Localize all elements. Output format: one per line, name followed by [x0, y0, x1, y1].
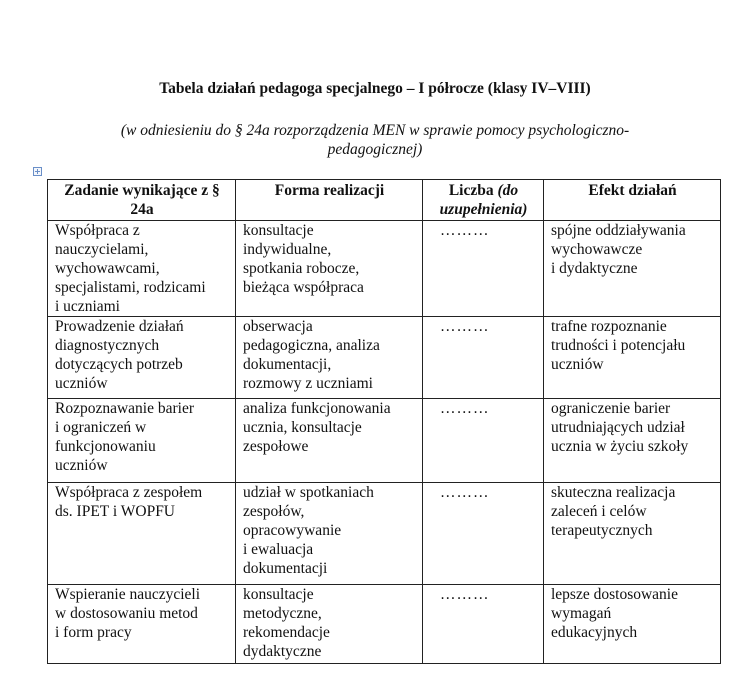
cell-efekt[interactable]: spójne oddziaływania wychowawcze i dydaktyczne [544, 221, 721, 317]
cell-liczba[interactable] [423, 483, 544, 585]
cell-zadanie[interactable]: Współpraca z zespołem ds. IPET i WOPFU [48, 483, 236, 585]
header-liczba [423, 180, 544, 221]
cell-efekt[interactable]: trafne rozpoznanie trudności i potencjału uczniów [544, 317, 721, 399]
cell-efekt[interactable]: lepsze dostosowanie wymagań edukacyjnych [544, 585, 721, 664]
cell-zadanie[interactable]: Prowadzenie działań diagnostycznych dotyczących potrzeb uczniów [48, 317, 236, 399]
table-header-row [48, 180, 721, 221]
cell-zadanie[interactable]: Rozpoznawanie barier i ograniczeń w funkcjonowaniu uczniów [48, 399, 236, 483]
table-row [48, 317, 721, 399]
cell-forma[interactable]: konsultacje indywidualne, spotkania robocze, bieżąca współpraca [236, 221, 423, 317]
cell-liczba[interactable] [423, 317, 544, 399]
liczba-placeholder: ……… [440, 484, 490, 501]
cell-liczba[interactable] [423, 399, 544, 483]
header-liczba-note: (do uzupełnienia) [439, 182, 528, 218]
cell-forma[interactable]: udział w spotkaniach zespołów, opracowywanie i ewaluacja dokumentacji [236, 483, 423, 585]
document-subtitle: (w odniesieniu do § 24a rozporządzenia MEN w sprawie pomocy psychologiczno-pedagogicznej) [120, 122, 630, 158]
cell-efekt[interactable]: skuteczna realizacja zaleceń i celów terapeutycznych [544, 483, 721, 585]
activities-table [47, 179, 721, 664]
table-row [48, 221, 721, 317]
header-zadanie: Zadanie wynikające z § 24a [48, 180, 236, 221]
cell-liczba[interactable] [423, 585, 544, 664]
liczba-placeholder: ……… [440, 586, 490, 603]
cell-efekt[interactable]: ograniczenie barier utrudniających udział ucznia w życiu szkoły [544, 399, 721, 483]
header-efekt: Efekt działań [544, 180, 721, 221]
header-forma: Forma realizacji [236, 180, 423, 221]
liczba-placeholder: ……… [440, 400, 490, 417]
header-liczba-prefix: Liczba [448, 182, 494, 199]
cell-forma[interactable]: obserwacja pedagogiczna, analiza dokumentacji, rozmowy z uczniami [236, 317, 423, 399]
liczba-placeholder: ……… [440, 318, 490, 335]
cell-zadanie[interactable]: Wspieranie nauczycieli w dostosowaniu metod i form pracy [48, 585, 236, 664]
table-row [48, 483, 721, 585]
table-row [48, 585, 721, 664]
cell-forma[interactable]: analiza funkcjonowania ucznia, konsultacje zespołowe [236, 399, 423, 483]
cell-liczba[interactable] [423, 221, 544, 317]
table-row [48, 399, 721, 483]
table-move-handle-icon[interactable] [33, 167, 42, 176]
document-title: Tabela działań pedagoga specjalnego – I półrocze (klasy IV–VIII) [159, 80, 591, 97]
liczba-placeholder: ……… [440, 222, 490, 239]
cell-forma[interactable]: konsultacje metodyczne, rekomendacje dydaktyczne [236, 585, 423, 664]
cell-zadanie[interactable]: Współpraca z nauczycielami, wychowawcami, specjalistami, rodzicami i uczniami [48, 221, 236, 317]
